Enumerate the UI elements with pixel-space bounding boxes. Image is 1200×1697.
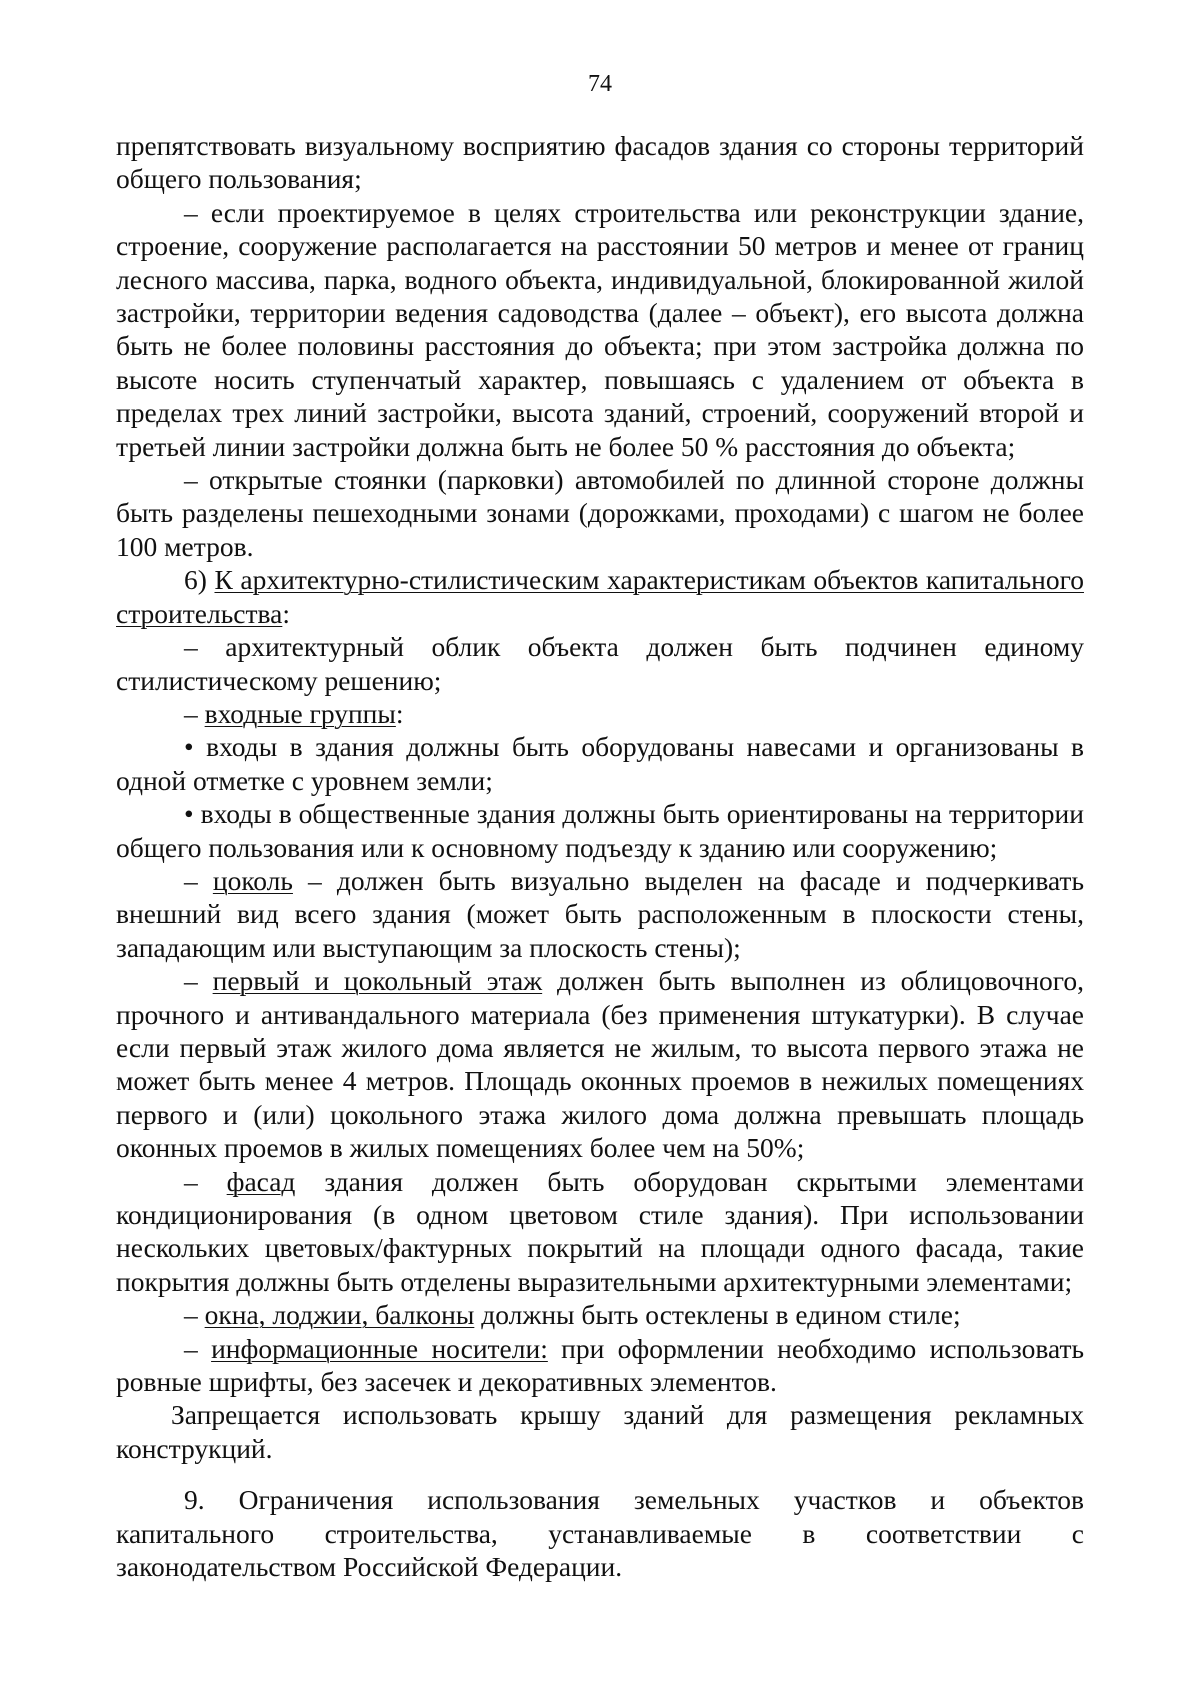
term-info-carriers: информационные носители:	[211, 1332, 548, 1364]
section-title: К архитектурно-стилистическим характеристикам объектов капитального строительства	[116, 564, 1084, 629]
term-entrance-groups: входные группы	[204, 697, 396, 729]
term-facade: фасад	[226, 1165, 296, 1197]
page-number: 74	[588, 71, 612, 97]
dash-prefix: –	[184, 1332, 212, 1364]
paragraph-first-floor	[116, 964, 1084, 1164]
bullet-public-entrances: • входы в общественные здания должны быть ориентированы на территории общего пользования или к основному подъезду к зданию или сооружению;	[116, 798, 1084, 863]
paragraph-appearance: – архитектурный облик объекта должен быть подчинен единому стилистическому решению;	[116, 631, 1084, 696]
facade-text: здания должен быть оборудован скрытыми элементами кондиционирования (в одном цветовом стиле здания). При использовании нескольких цветовых/фактурных покрытий на площади одного фасада, такие покрытия должны быть отделены выразительными архитектурными элементами;	[116, 1165, 1084, 1297]
section-number: 6)	[184, 564, 215, 596]
plinth-text: – должен быть визуально выделен на фасаде и подчеркивать внешний вид всего здания (может быть расположенным в плоскости стены, западающим или выступающим за плоскость стены);	[116, 864, 1084, 963]
paragraph-roof-prohibition: Запрещается использовать крышу зданий для размещения рекламных конструкций.	[116, 1399, 1084, 1464]
document-body	[116, 129, 1084, 1583]
dash-prefix: –	[184, 697, 205, 729]
paragraph-building-height: – если проектируемое в целях строительства или реконструкции здание, строение, сооружение располагается на расстоянии 50 метров и менее от границ лесного массива, парка, водного объекта, индивидуальной, блокированной жилой застройки, территории ведения садоводства (далее – объект), его высота должна быть не более половины расстояния до объекта; при этом застройка должна по высоте носить ступенчатый характер, повышаясь с удалением от объекта в пределах трех линий застройки, высота зданий, строений, сооружений второй и третьей линии застройки должна быть не более 50 % расстояния до объекта;	[116, 196, 1084, 462]
paragraph-entrance-groups	[116, 697, 1084, 730]
dash-prefix: –	[184, 864, 213, 896]
paragraph-plinth	[116, 864, 1084, 964]
paragraph-windows	[116, 1298, 1084, 1331]
term-plinth: цоколь	[212, 864, 293, 896]
section-title-colon: :	[282, 597, 290, 629]
bullet-entrances-canopies: • входы в здания должны быть оборудованы навесами и организованы в одной отметке с уровнем земли;	[116, 731, 1084, 796]
first-floor-text: должен быть выполнен из облицовочного, прочного и антивандального материала (без применения штукатурки). В случае если первый этаж жилого дома является не жилым, то высота первого этажа не может быть менее 4 метров. Площадь оконных проемов в нежилых помещениях первого и (или) цокольного этажа жилого дома должна превышать площадь оконных проемов в жилых помещениях более чем на 50%;	[116, 965, 1085, 1164]
term-first-floor: первый и цокольный этаж	[212, 965, 543, 997]
term-windows: окна, лоджии, балконы	[204, 1299, 475, 1331]
dash-prefix: –	[184, 965, 213, 997]
paragraph-facade	[116, 1165, 1084, 1299]
dash-prefix: –	[184, 1165, 227, 1197]
term-colon: :	[395, 697, 404, 729]
section-heading-architecture	[116, 563, 1084, 630]
info-carriers-text: при оформлении необходимо использовать ровные шрифты, без засечек и декоративных элементов.	[116, 1332, 1085, 1398]
dash-prefix: –	[184, 1299, 205, 1331]
paragraph-facade-visibility: препятствовать визуальному восприятию фасадов здания со стороны территорий общего пользования;	[116, 130, 1084, 195]
section-nine-restrictions: 9. Ограничения использования земельных участков и объектов капитального строительства, устанавливаемые в соответствии с законодательством Российской Федерации.	[116, 1484, 1084, 1583]
windows-text: должны быть остеклены в едином стиле;	[474, 1299, 961, 1331]
paragraph-info-carriers	[116, 1332, 1084, 1399]
paragraph-parking: – открытые стоянки (парковки) автомобилей по длинной стороне должны быть разделены пешеходными зонами (дорожками, проходами) с шагом не более 100 метров.	[116, 464, 1084, 562]
